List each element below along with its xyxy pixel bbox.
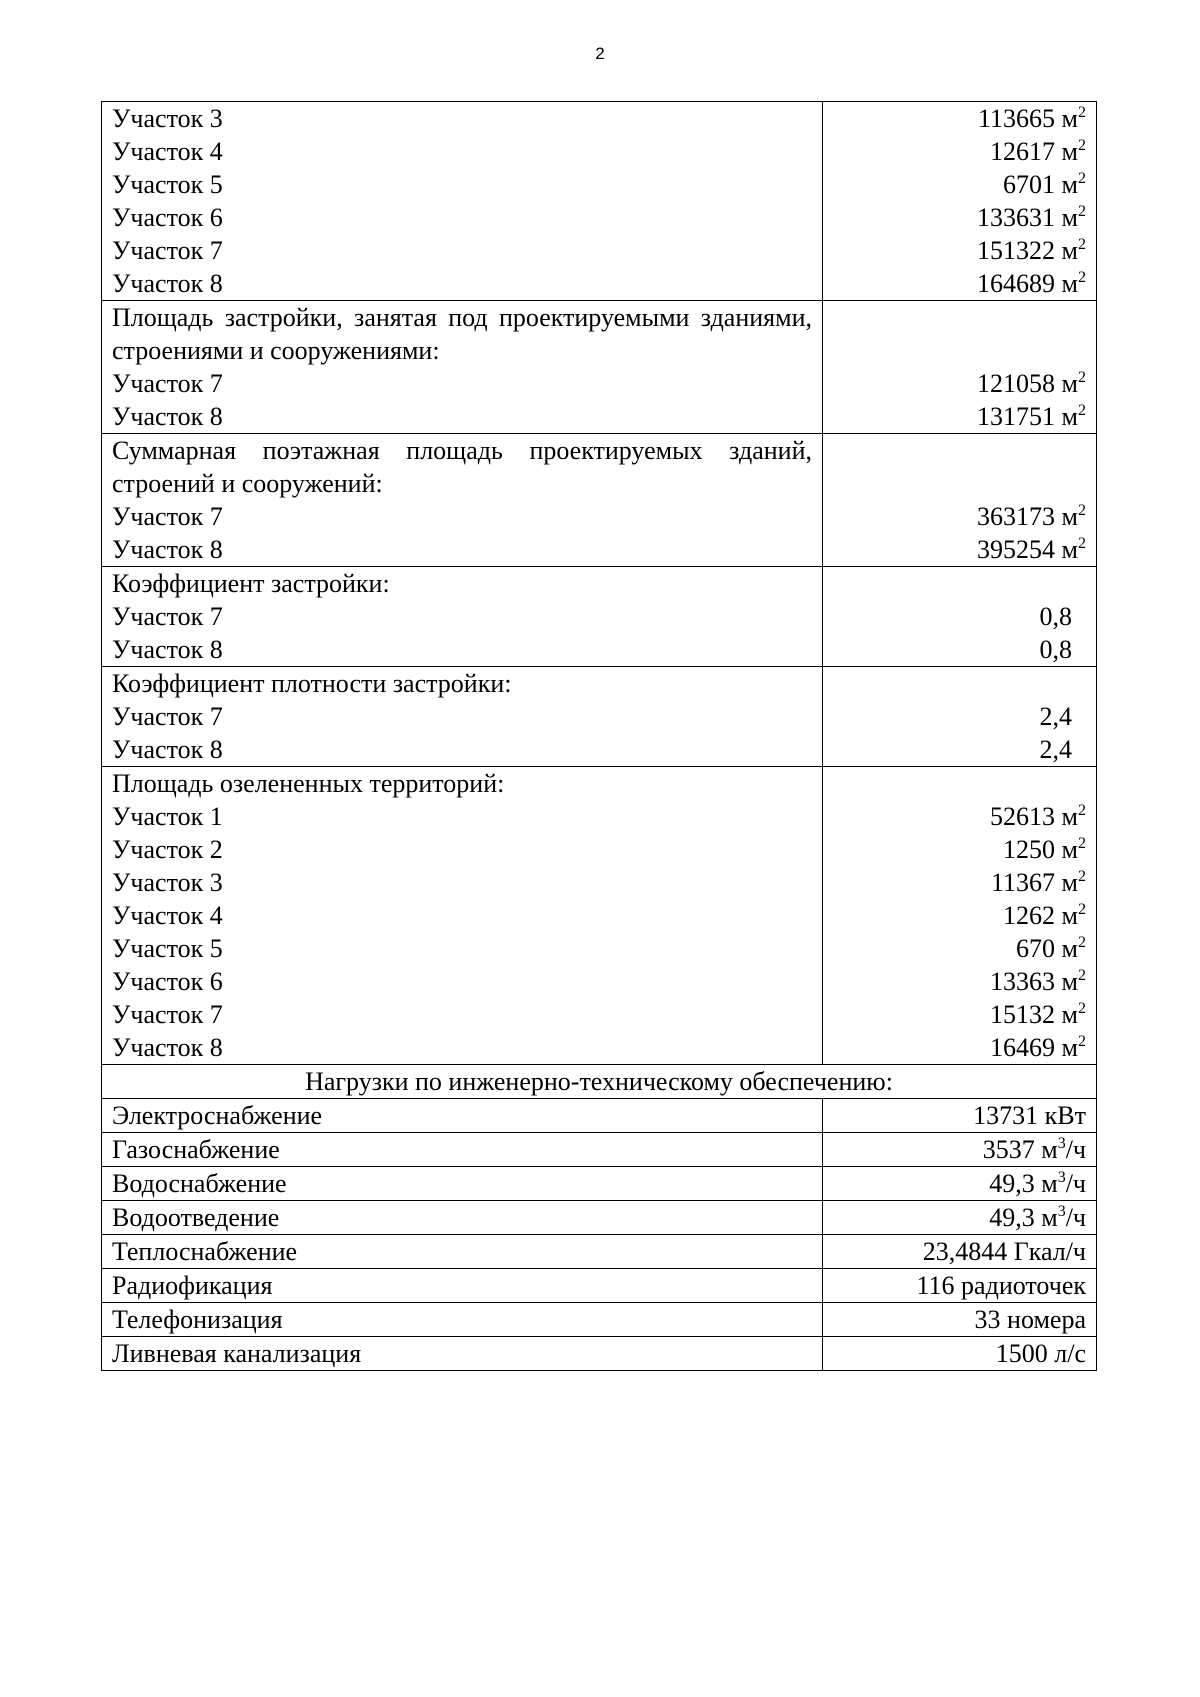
row-label: Ливневая канализация xyxy=(102,1337,823,1371)
row-value: 13731 кВт xyxy=(823,1099,1097,1133)
row-label: Участок 3 xyxy=(112,868,223,897)
row-value: 0,8 xyxy=(1039,635,1072,664)
block-floor-area-labels xyxy=(102,434,823,567)
block-green-areas xyxy=(102,767,1097,1065)
table-row xyxy=(102,1167,1097,1201)
row-label: Участок 8 xyxy=(112,269,223,298)
block-building-area-values xyxy=(823,301,1097,434)
row-label: Электроснабжение xyxy=(102,1099,823,1133)
row-label: Участок 4 xyxy=(112,137,223,166)
row-value: 1250 $м^2$ xyxy=(1003,835,1086,864)
block-building-area xyxy=(102,301,1097,434)
page-number: 2 xyxy=(595,44,605,63)
row-value: 16469 $м^2$ xyxy=(990,1033,1086,1062)
row-value: 363173 $м^2$ xyxy=(977,502,1086,531)
row-label: Участок 8 xyxy=(112,535,223,564)
row-value: 15132 $м^2$ xyxy=(990,1000,1086,1029)
table-row xyxy=(102,1235,1097,1269)
row-value: 1500 л/с xyxy=(823,1337,1097,1371)
row-value: 33 номера xyxy=(823,1303,1097,1337)
loads-header-row xyxy=(102,1065,1097,1099)
row-label: Участок 6 xyxy=(112,203,223,232)
row-label: Радиофикация xyxy=(102,1269,823,1303)
block-density-coefficient-values xyxy=(823,667,1097,767)
block-density-coefficient-labels xyxy=(102,667,823,767)
block-title: Площадь застройки, занятая под проектируемыми зданиями, строениями и сооружениями: xyxy=(112,303,812,365)
row-label: Участок 5 xyxy=(112,934,223,963)
row-value: 49,3 $м^3/ч$ xyxy=(823,1201,1097,1235)
row-label: Участок 8 xyxy=(112,402,223,431)
block-plot-areas-labels xyxy=(102,102,823,301)
block-building-coefficient xyxy=(102,567,1097,667)
row-value: 164689 $м^2$ xyxy=(977,269,1086,298)
row-label: Телефонизация xyxy=(102,1303,823,1337)
table-row xyxy=(102,1133,1097,1167)
row-value: 0,8 xyxy=(1039,602,1072,631)
block-plot-areas xyxy=(102,102,1097,301)
row-label: Участок 2 xyxy=(112,835,223,864)
block-building-coefficient-values xyxy=(823,567,1097,667)
block-green-areas-labels xyxy=(102,767,823,1065)
row-label: Водоснабжение xyxy=(102,1167,823,1201)
block-plot-areas-values xyxy=(823,102,1097,301)
table-row xyxy=(102,1269,1097,1303)
row-label: Участок 7 xyxy=(112,702,223,731)
row-label: Участок 8 xyxy=(112,1033,223,1062)
row-value: 116 радиоточек xyxy=(823,1269,1097,1303)
row-label: Участок 4 xyxy=(112,901,223,930)
block-floor-area-values xyxy=(823,434,1097,567)
block-title: Суммарная поэтажная площадь проектируемых зданий, строений и сооружений: xyxy=(112,436,812,498)
loads-title: Нагрузки по инженерно-техническому обеспечению: xyxy=(102,1065,1097,1099)
row-value: 121058 $м^2$ xyxy=(977,369,1086,398)
row-value: 131751 $м^2$ xyxy=(977,402,1086,431)
row-value: 395254 $м^2$ xyxy=(977,535,1086,564)
block-building-area-labels xyxy=(102,301,823,434)
row-label: Участок 5 xyxy=(112,170,223,199)
row-value: 11367 $м^2$ xyxy=(991,868,1086,897)
row-label: Участок 7 xyxy=(112,502,223,531)
row-value: 670 $м^2$ xyxy=(1016,934,1086,963)
row-label: Участок 7 xyxy=(112,236,223,265)
row-value: 52613 $м^2$ xyxy=(990,802,1086,831)
table-row xyxy=(102,1337,1097,1371)
row-value: 6701 $м^2$ xyxy=(1003,170,1086,199)
block-density-coefficient xyxy=(102,667,1097,767)
row-value: 2,4 xyxy=(1039,702,1072,731)
row-label: Участок 3 xyxy=(112,104,223,133)
row-label: Участок 7 xyxy=(112,602,223,631)
table-row xyxy=(102,1099,1097,1133)
table-row xyxy=(102,1201,1097,1235)
row-label: Участок 7 xyxy=(112,369,223,398)
row-value: 133631 $м^2$ xyxy=(977,203,1086,232)
block-green-areas-values xyxy=(823,767,1097,1065)
block-title: Коэффициент застройки: xyxy=(112,569,390,598)
row-label: Участок 8 xyxy=(112,735,223,764)
block-floor-area xyxy=(102,434,1097,567)
row-value: 49,3 $м^3/ч$ xyxy=(823,1167,1097,1201)
table-row xyxy=(102,1303,1097,1337)
block-title: Коэффициент плотности застройки: xyxy=(112,669,512,698)
row-label: Участок 7 xyxy=(112,1000,223,1029)
row-value: 13363 $м^2$ xyxy=(990,967,1086,996)
block-title: Площадь озелененных территорий: xyxy=(112,769,505,798)
row-value: 3537 $м^3/ч$ xyxy=(823,1133,1097,1167)
row-value: 1262 $м^2$ xyxy=(1003,901,1086,930)
row-label: Теплоснабжение xyxy=(102,1235,823,1269)
row-label: Водоотведение xyxy=(102,1201,823,1235)
row-value: 23,4844 Гкал/ч xyxy=(823,1235,1097,1269)
row-label: Участок 1 xyxy=(112,802,223,831)
block-building-coefficient-labels xyxy=(102,567,823,667)
row-label: Участок 8 xyxy=(112,635,223,664)
row-value: 151322 $м^2$ xyxy=(977,236,1086,265)
row-value: 113665 $м^2$ xyxy=(978,104,1086,133)
row-label: Участок 6 xyxy=(112,967,223,996)
row-value: 12617 $м^2$ xyxy=(990,137,1086,166)
row-value: 2,4 xyxy=(1039,735,1072,764)
row-label: Газоснабжение xyxy=(102,1133,823,1167)
indicators-table xyxy=(101,101,1097,1371)
